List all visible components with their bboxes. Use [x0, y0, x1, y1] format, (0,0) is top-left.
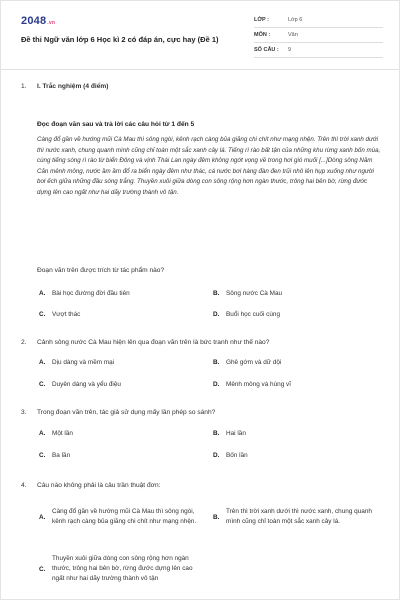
meta-value: Lớp 6 [288, 17, 303, 23]
option-a[interactable]: A. Càng đổ gần về hướng mũi Cà Mau thì sông ngòi, kênh rạch càng bủa giăng chi chít như mạng nhện. [39, 508, 197, 525]
option-c[interactable]: C. Ba lần [39, 452, 71, 459]
option-b[interactable]: B. Hai lần [213, 430, 246, 437]
site-logo[interactable] [21, 15, 55, 27]
passage-title: Đọc đoạn văn sau và trả lời các câu hỏi từ 1 đến 5 [37, 121, 195, 128]
meta-value: 9 [288, 47, 292, 53]
passage-body: Càng đổ gần về hướng mũi Cà Mau thì sông ngòi, kênh rạch càng bủa giăng chi chít như mạng nhện. Trên thì trời xanh dưới thì nước xanh, chung quanh mình cũng chỉ toàn một sắc xanh cây lá. Tiếng rì rào bất tận của những khu rừng xanh bốn mùa, cùng tiếng sóng rì rào từ biển Đông và vịnh Thái Lan ngày đêm không ngớt vọng về trong hơi gió muối [...]Dòng sông Năm Căn mênh mông, nước ầm ầm đổ ra biển ngày đêm như thác, cá nước bơi hàng đàn đen trũi nhô lên hụp xuống như người bơi ếch giữa những đầu sóng trắng. Thuyền xuôi giữa dòng con sông rộng hơn ngàn thước, trông hai bên bờ, rừng đước dựng lên cao ngất như hai dãy trường thành vô tận. [37, 136, 381, 196]
header-divider [1, 69, 399, 70]
question-number: 3. [21, 409, 27, 416]
option-c[interactable]: C. Thuyền xuôi giữa dòng con sông rộng hơn ngàn thước, trông hai bên bờ, rừng đước dựng lên cao ngất như hai dãy trường thành vô tận [39, 555, 193, 582]
option-a[interactable]: A. Bài học đường đời đầu tiên [39, 290, 130, 297]
option-d[interactable]: D. Mênh mông và hùng vĩ [213, 381, 292, 388]
question-prompt: Trong đoạn văn trên, tác giả sử dụng mấy lần phép so sánh? [37, 409, 216, 416]
option-c[interactable]: C. Vượt thác [39, 311, 81, 318]
question-4 [21, 482, 367, 489]
option-a[interactable]: A. Một lần [39, 430, 73, 437]
meta-row-subject [254, 28, 383, 43]
meta-row-count [254, 43, 383, 58]
option-b[interactable]: B. Ghê gớm và dữ dội [213, 359, 282, 366]
option-b[interactable]: B. Sông nước Cà Mau [213, 290, 283, 297]
option-c[interactable]: C. Duyên dáng và yểu điệu [39, 381, 121, 388]
option-d[interactable]: D. Bốn lần [213, 452, 248, 459]
page-title: Đề thi Ngữ văn lớp 6 Học kì 2 có đáp án, cực hay (Đề 1) [21, 35, 219, 44]
question-number: 4. [21, 482, 27, 489]
question-2 [21, 339, 367, 346]
meta-table [254, 13, 383, 58]
option-a[interactable]: A. Dịu dàng và mềm mại [39, 359, 115, 366]
question-1 [37, 267, 367, 274]
question-prompt: Đoạn văn trên được trích từ tác phẩm nào? [37, 267, 165, 274]
reading-passage [37, 121, 383, 199]
question-3 [21, 409, 367, 416]
meta-value: Văn [288, 32, 298, 38]
logo-suffix: .vn [47, 20, 56, 26]
meta-label: SỐ CÂU : [254, 47, 279, 53]
meta-row-class [254, 13, 383, 28]
meta-label: LỚP : [254, 17, 269, 23]
option-d[interactable]: D. Buổi học cuối cùng [213, 311, 281, 318]
logo-text: 2048 [21, 15, 47, 27]
option-b[interactable]: B. Trên thì trời xanh dưới thì nước xanh, chung quanh mình cũng chỉ toàn một sắc xanh cây lá. [213, 508, 372, 525]
question-prompt: Câu nào không phải là câu trần thuật đơn: [37, 482, 161, 489]
header [21, 13, 383, 71]
section-heading [21, 83, 367, 90]
question-prompt: Cảnh sông nước Cà Mau hiện lên qua đoạn văn trên là bức tranh như thế nào? [37, 339, 270, 346]
section-title: I. Trắc nghiệm (4 điểm) [37, 83, 109, 90]
meta-label: MÔN : [254, 32, 271, 38]
question-number: 2. [21, 339, 27, 346]
question-number: 1. [21, 83, 27, 90]
